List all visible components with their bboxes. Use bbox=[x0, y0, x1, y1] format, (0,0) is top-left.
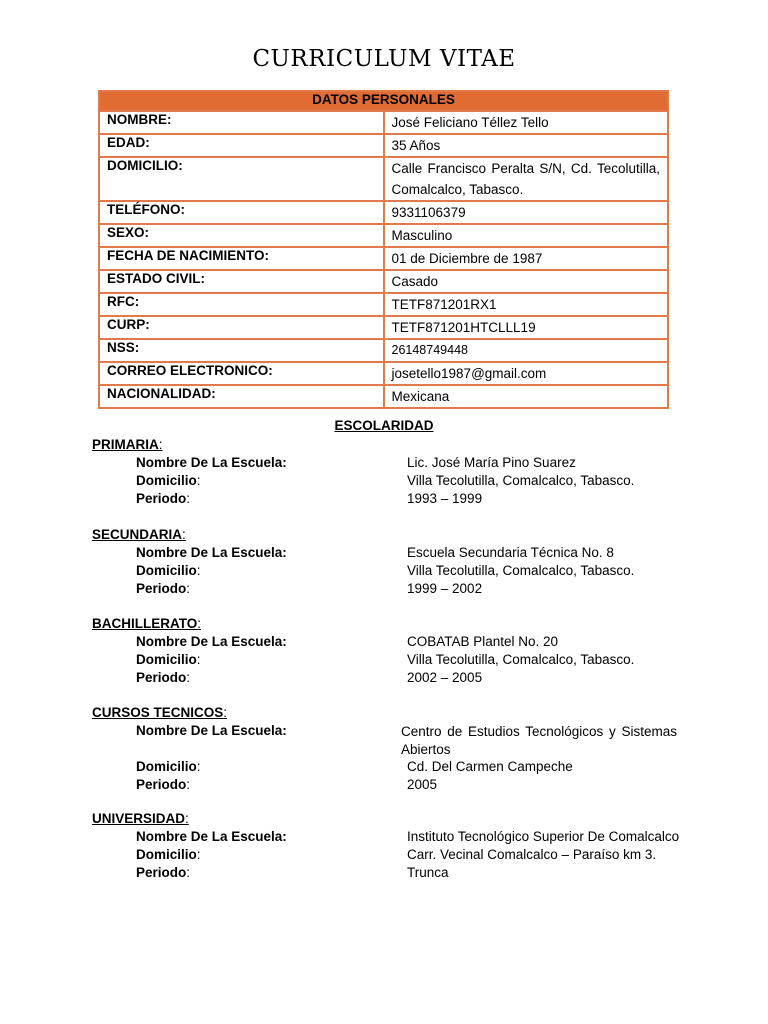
table-row bbox=[99, 316, 668, 339]
list-item bbox=[92, 847, 692, 865]
address-value: Villa Tecolutilla, Comalcalco, Tabasco. bbox=[407, 652, 635, 667]
list-item bbox=[92, 455, 692, 473]
table-row bbox=[99, 201, 668, 224]
list-item bbox=[92, 652, 692, 670]
colon: : bbox=[196, 847, 201, 862]
personal-data-table bbox=[98, 90, 669, 409]
field-value: José Feliciano Téllez Tello bbox=[384, 111, 669, 134]
list-item bbox=[92, 581, 692, 599]
section-title: CURSOS TECNICOS bbox=[92, 705, 224, 720]
period-label: Periodo bbox=[136, 777, 187, 792]
table-row bbox=[99, 339, 668, 362]
table-row bbox=[99, 134, 668, 157]
field-label: DOMICILIO: bbox=[99, 157, 384, 201]
field-label: CURP: bbox=[99, 316, 384, 339]
colon: : bbox=[196, 563, 201, 578]
period-label: Periodo bbox=[136, 581, 187, 596]
document-title: CURRICULUM VITAE bbox=[252, 46, 516, 72]
field-label: SEXO: bbox=[99, 224, 384, 247]
school-name-label: Nombre De La Escuela: bbox=[136, 634, 287, 649]
table-row bbox=[99, 270, 668, 293]
list-item bbox=[92, 634, 692, 652]
period-value: 1993 – 1999 bbox=[407, 491, 483, 506]
field-value: 9331106379 bbox=[384, 201, 669, 224]
period-value: Trunca bbox=[407, 865, 449, 880]
colon: : bbox=[185, 811, 189, 826]
section-title: BACHILLERATO bbox=[92, 616, 198, 631]
colon: : bbox=[196, 759, 201, 774]
field-value: TETF871201RX1 bbox=[384, 293, 669, 316]
section-title: PRIMARIA bbox=[92, 437, 159, 452]
list-item bbox=[92, 865, 692, 883]
list-item bbox=[92, 670, 692, 688]
personal-data-header: DATOS PERSONALES bbox=[99, 91, 668, 111]
escolaridad-title: ESCOLARIDAD bbox=[334, 418, 434, 433]
table-row bbox=[99, 224, 668, 247]
colon: : bbox=[196, 652, 201, 667]
list-item bbox=[92, 491, 692, 509]
table-row bbox=[99, 157, 668, 201]
school-name-value: Lic. José María Pino Suarez bbox=[407, 455, 576, 470]
field-label: CORREO ELECTRONICO: bbox=[99, 362, 384, 385]
school-name-label: Nombre De La Escuela: bbox=[136, 829, 287, 844]
address-value: Cd. Del Carmen Campeche bbox=[407, 759, 573, 774]
field-label: NOMBRE: bbox=[99, 111, 384, 134]
field-label: NACIONALIDAD: bbox=[99, 385, 384, 408]
address-label: Domicilio bbox=[136, 652, 197, 667]
list-item bbox=[92, 545, 692, 563]
field-value: josetello1987@gmail.com bbox=[384, 362, 669, 385]
field-label: EDAD: bbox=[99, 134, 384, 157]
table-row bbox=[99, 247, 668, 270]
field-value: Casado bbox=[384, 270, 669, 293]
list-item bbox=[92, 723, 692, 759]
address-value: Carr. Vecinal Comalcalco – Paraíso km 3. bbox=[407, 847, 657, 862]
address-label: Domicilio bbox=[136, 847, 197, 862]
period-value: 2002 – 2005 bbox=[407, 670, 483, 685]
colon: : bbox=[197, 616, 202, 631]
period-label: Periodo bbox=[136, 491, 187, 506]
section-universidad bbox=[92, 811, 692, 883]
colon: : bbox=[186, 581, 191, 596]
address-value: Villa Tecolutilla, Comalcalco, Tabasco. bbox=[407, 563, 635, 578]
school-name-label: Nombre De La Escuela: bbox=[136, 723, 287, 738]
colon: : bbox=[182, 527, 186, 542]
period-label: Periodo bbox=[136, 865, 187, 880]
field-label: NSS: bbox=[99, 339, 384, 362]
field-label: TELÉFONO: bbox=[99, 201, 384, 224]
school-name-value: Centro de Estudios Tecnológicos y Sistemas Abiertos bbox=[401, 724, 677, 757]
section-bachillerato bbox=[92, 616, 692, 688]
period-value: 1999 – 2002 bbox=[407, 581, 483, 596]
table-row bbox=[99, 362, 668, 385]
section-primaria bbox=[92, 437, 692, 509]
list-item bbox=[92, 563, 692, 581]
school-name-label: Nombre De La Escuela: bbox=[136, 545, 287, 560]
field-value: Mexicana bbox=[384, 385, 669, 408]
address-label: Domicilio bbox=[136, 759, 197, 774]
colon: : bbox=[223, 705, 228, 720]
section-title: UNIVERSIDAD bbox=[92, 811, 186, 826]
field-value: TETF871201HTCLLL19 bbox=[384, 316, 669, 339]
school-name-value: Escuela Secundaria Técnica No. 8 bbox=[407, 545, 614, 560]
table-row bbox=[99, 385, 668, 408]
field-value: 01 de Diciembre de 1987 bbox=[384, 247, 669, 270]
table-row bbox=[99, 111, 668, 134]
section-secundaria bbox=[92, 527, 692, 599]
field-label: ESTADO CIVIL: bbox=[99, 270, 384, 293]
colon: : bbox=[196, 473, 201, 488]
list-item bbox=[92, 777, 692, 795]
section-title: SECUNDARIA bbox=[92, 527, 183, 542]
colon: : bbox=[186, 777, 191, 792]
list-item bbox=[92, 473, 692, 491]
table-row bbox=[99, 293, 668, 316]
list-item bbox=[92, 759, 692, 777]
section-cursos-tecnicos bbox=[92, 705, 692, 795]
field-label: RFC: bbox=[99, 293, 384, 316]
list-item bbox=[92, 829, 692, 847]
colon: : bbox=[186, 670, 191, 685]
field-value: Calle Francisco Peralta S/N, Cd. Tecolutilla, Comalcalco, Tabasco. bbox=[384, 157, 669, 201]
school-name-value: Instituto Tecnológico Superior De Comalcalco bbox=[407, 829, 680, 844]
school-name-value: COBATAB Plantel No. 20 bbox=[407, 634, 559, 649]
period-label: Periodo bbox=[136, 670, 187, 685]
address-label: Domicilio bbox=[136, 563, 197, 578]
period-value: 2005 bbox=[407, 777, 438, 792]
address-value: Villa Tecolutilla, Comalcalco, Tabasco. bbox=[407, 473, 635, 488]
colon: : bbox=[186, 865, 191, 880]
school-name-label: Nombre De La Escuela: bbox=[136, 455, 287, 470]
field-value: 26148749448 bbox=[384, 339, 669, 362]
field-label: FECHA DE NACIMIENTO: bbox=[99, 247, 384, 270]
colon: : bbox=[158, 437, 163, 452]
field-value: 35 Años bbox=[384, 134, 669, 157]
field-value: Masculino bbox=[384, 224, 669, 247]
address-label: Domicilio bbox=[136, 473, 197, 488]
colon: : bbox=[186, 491, 191, 506]
